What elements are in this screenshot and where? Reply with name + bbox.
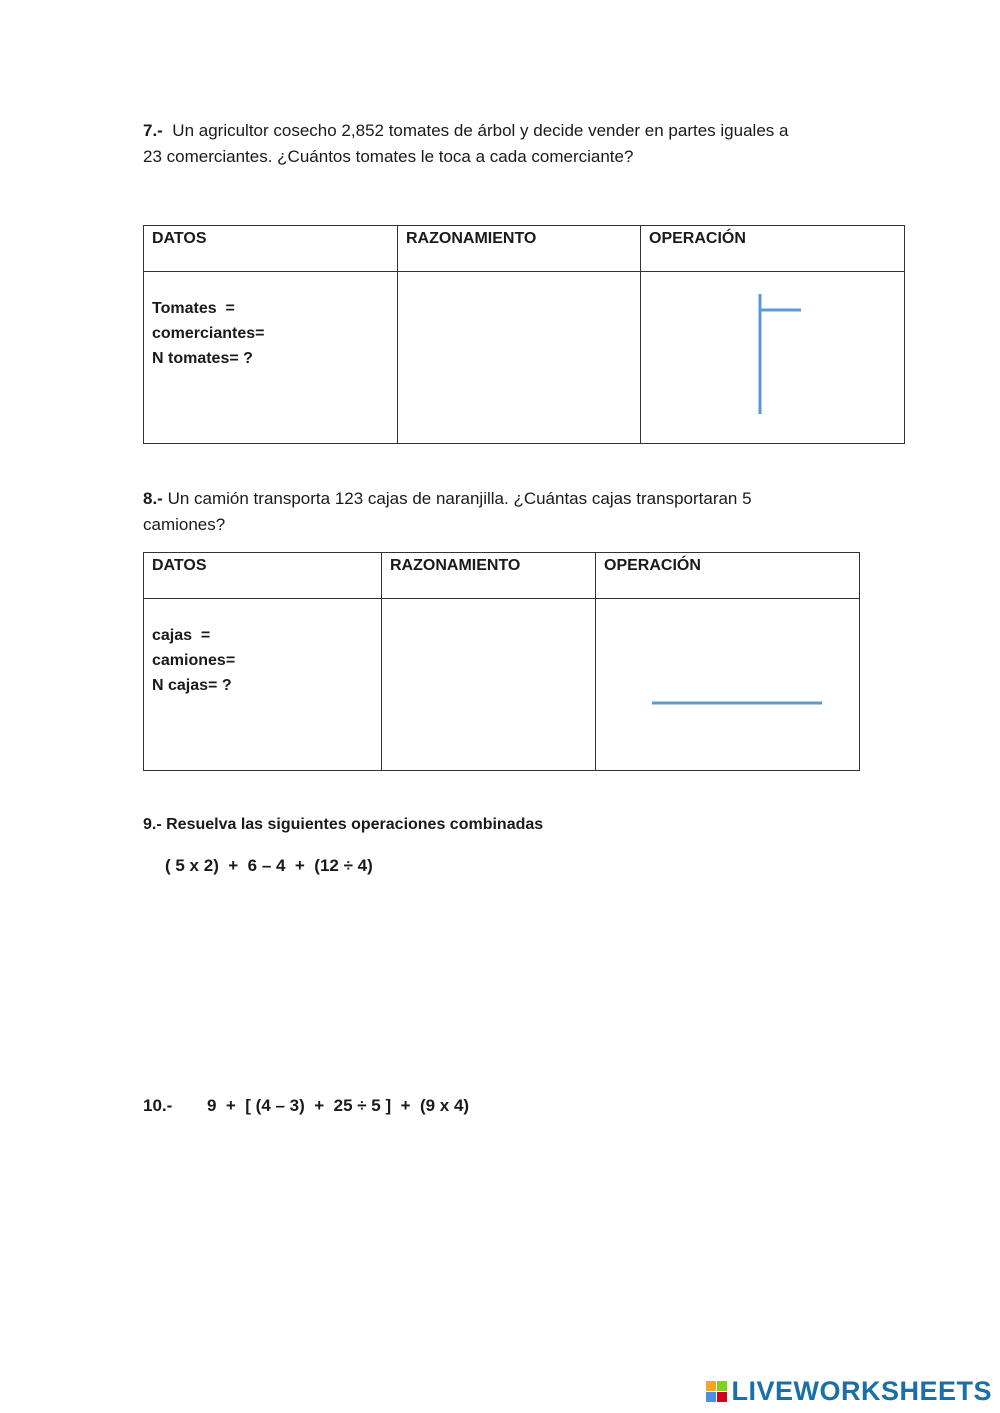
- problem-10-expression: 9 + [ (4 – 3) + 25 ÷ 5 ] + (9 x 4): [207, 1096, 470, 1115]
- problem-7-text-line1: Un agricultor cosecho 2,852 tomates de árbol y decide vender en partes iguales a: [172, 121, 789, 140]
- datos-line: cajas =: [152, 627, 211, 644]
- logo-mark-icon: [706, 1381, 727, 1402]
- problem-8-text-line1: Un camión transporta 123 cajas de naranjilla. ¿Cuántas cajas transportaran 5: [167, 489, 752, 508]
- problem-8-text-line2: camiones?: [143, 515, 226, 534]
- razonamiento-cell[interactable]: [398, 272, 641, 444]
- datos-cell[interactable]: [144, 272, 398, 444]
- problem-8-number: 8.-: [143, 489, 163, 508]
- operacion-cell[interactable]: [596, 599, 860, 771]
- header-datos: DATOS: [144, 553, 382, 599]
- datos-line: Tomates =: [152, 300, 235, 317]
- header-operacion: OPERACIÓN: [596, 553, 860, 599]
- problem-10-number: 10.-: [143, 1096, 173, 1115]
- datos-cell[interactable]: [144, 599, 382, 771]
- problem-8-statement: [143, 486, 863, 538]
- datos-line: N cajas= ?: [152, 677, 232, 694]
- multiplication-line-icon: [596, 599, 860, 771]
- problem-8-table: [143, 552, 860, 771]
- logo-text: LIVEWORKSHEETS: [731, 1376, 992, 1406]
- datos-line: camiones=: [152, 652, 236, 669]
- datos-line: N tomates= ?: [152, 350, 253, 367]
- datos-line: comerciantes=: [152, 325, 265, 342]
- header-datos: DATOS: [144, 226, 398, 272]
- problem-7-table: [143, 225, 905, 444]
- problem-7-number: 7.-: [143, 121, 163, 140]
- liveworksheets-logo: [706, 1376, 992, 1407]
- problem-9-expression: ( 5 x 2) + 6 – 4 + (12 ÷ 4): [165, 856, 373, 875]
- header-operacion: OPERACIÓN: [641, 226, 905, 272]
- division-bracket-icon: [641, 272, 905, 444]
- header-razonamiento: RAZONAMIENTO: [382, 553, 596, 599]
- header-razonamiento: RAZONAMIENTO: [398, 226, 641, 272]
- problem-7-statement: [143, 118, 863, 170]
- problem-7-text-line2: 23 comerciantes. ¿Cuántos tomates le toca a cada comerciante?: [143, 147, 634, 166]
- operacion-cell[interactable]: [641, 272, 905, 444]
- problem-9-title: 9.- Resuelva las siguientes operaciones combinadas: [143, 816, 544, 833]
- razonamiento-cell[interactable]: [382, 599, 596, 771]
